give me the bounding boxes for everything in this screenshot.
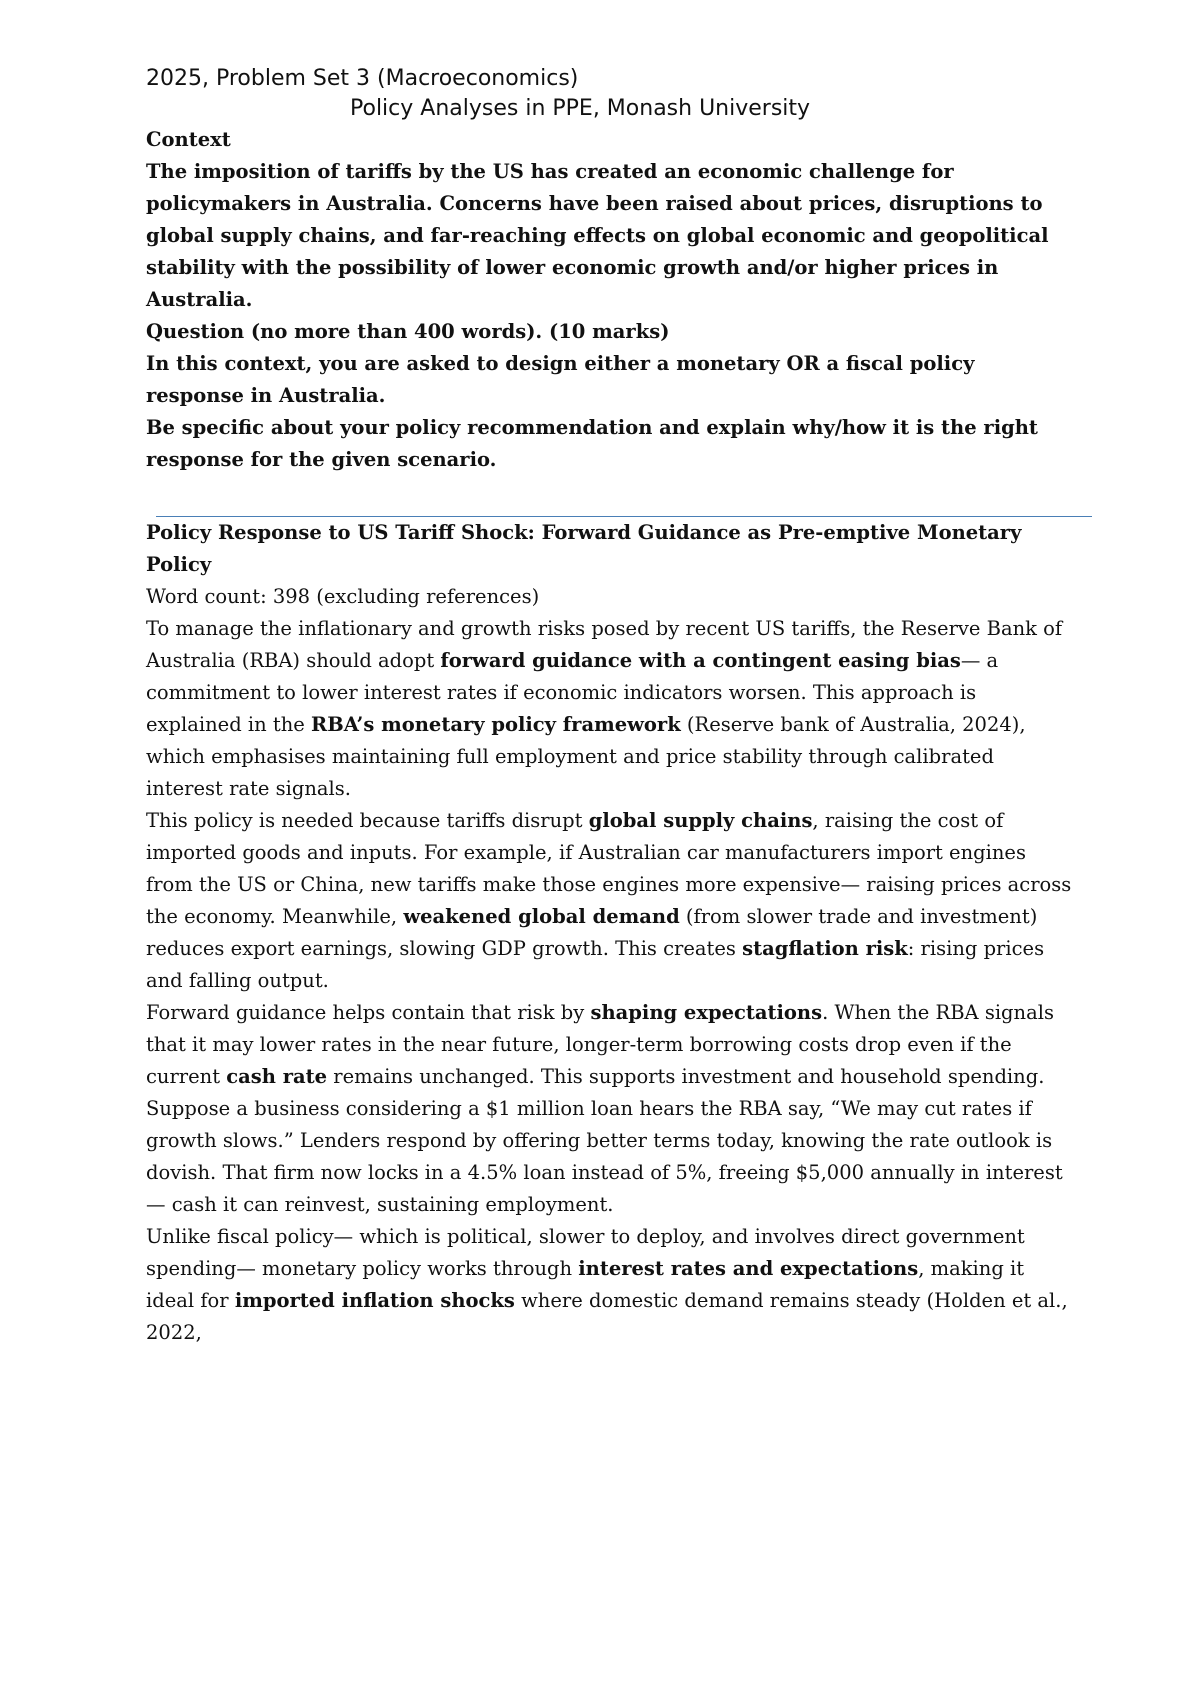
essay-paragraph-2 <box>146 805 1076 997</box>
emphasis-text: forward guidance with a contingent easing bias <box>440 649 961 672</box>
context-paragraph: The imposition of tariffs by the US has created an economic challenge for policymakers in Australia. Concerns have been raised about prices, disruptions to global supply chains, and far-reaching effects on global economic and geopolitical stability with the possibility of lower economic growth and/or higher prices in Australia. <box>146 160 1049 311</box>
emphasis-text: cash rate <box>226 1065 328 1088</box>
emphasis-text: global supply chains <box>588 809 813 832</box>
essay-paragraph-4 <box>146 1221 1076 1349</box>
text-run: , raising the cost of imported goods and inputs. For example, if Australian car manufacturers import engines from the US or China, new tariffs make those engines more expensive— raising prices across the economy. Meanwhile, <box>146 809 1072 928</box>
emphasis-text: RBA’s monetary policy framework <box>311 713 681 736</box>
question-heading: Question (no more than 400 words). (10 marks) <box>146 320 670 343</box>
text-run: (Reserve bank of Australia, 2024), which emphasises maintaining full employment and price stability through calibrated interest rate signals. <box>146 713 1026 800</box>
text-run: This policy is needed because tariffs disrupt <box>146 809 589 832</box>
essay-paragraph-3 <box>146 997 1076 1221</box>
question-paragraph-1: In this context, you are asked to design either a monetary OR a fiscal policy response in Australia. <box>146 352 975 407</box>
text-run: : rising prices and falling output. <box>146 937 1045 992</box>
text-run: To manage the inflationary and growth risks posed by recent US tariffs, the Reserve Bank of Australia (RBA) should adopt <box>146 617 1063 672</box>
text-run: Forward guidance helps contain that risk by <box>146 1001 591 1024</box>
text-run: remains unchanged. This supports investment and household spending. Suppose a business considering a $1 million loan hears the RBA say, “We may cut rates if growth slows.” Lenders respond by offering better terms today, knowing the rate outlook is dovish. That firm now locks in a 4.5% loan instead of 5%, freeing $5,000 annually in interest— cash it can reinvest, sustaining employment. <box>146 1065 1063 1216</box>
emphasis-text: shaping expectations <box>590 1001 823 1024</box>
question-paragraph-2: Be specific about your policy recommendation and explain why/how it is the right response for the given scenario. <box>146 416 1038 471</box>
text-run: . When the RBA signals that it may lower rates in the near future, longer-term borrowing costs drop even if the current <box>146 1001 1054 1088</box>
text-run: Unlike fiscal policy— which is political, slower to deploy, and involves direct government spending— monetary policy works through <box>146 1225 1025 1280</box>
header-unit-title: Policy Analyses in PPE, Monash University <box>350 96 811 121</box>
text-run: where domestic demand remains steady (Holden et al., 2022, <box>146 1289 1068 1344</box>
document-page <box>146 64 1076 1349</box>
emphasis-text: weakened global demand <box>403 905 680 928</box>
word-count: Word count: 398 (excluding references) <box>146 585 540 608</box>
context-heading: Context <box>146 128 231 151</box>
emphasis-text: imported inflation shocks <box>234 1289 515 1312</box>
header-course-title: 2025, Problem Set 3 (Macroeconomics) <box>146 66 579 91</box>
emphasis-text: interest rates and expectations <box>578 1257 919 1280</box>
emphasis-text: stagflation risk <box>742 937 908 960</box>
text-run: , making it ideal for <box>146 1257 1025 1312</box>
text-run: (from slower trade and investment) reduces export earnings, slowing GDP growth. This creates <box>146 905 1038 960</box>
essay-paragraph-1 <box>146 613 1076 805</box>
essay-title: Policy Response to US Tariff Shock: Forward Guidance as Pre-emptive Monetary Policy <box>146 521 1022 576</box>
text-run: — a commitment to lower interest rates if economic indicators worsen. This approach is explained in the <box>146 649 999 736</box>
